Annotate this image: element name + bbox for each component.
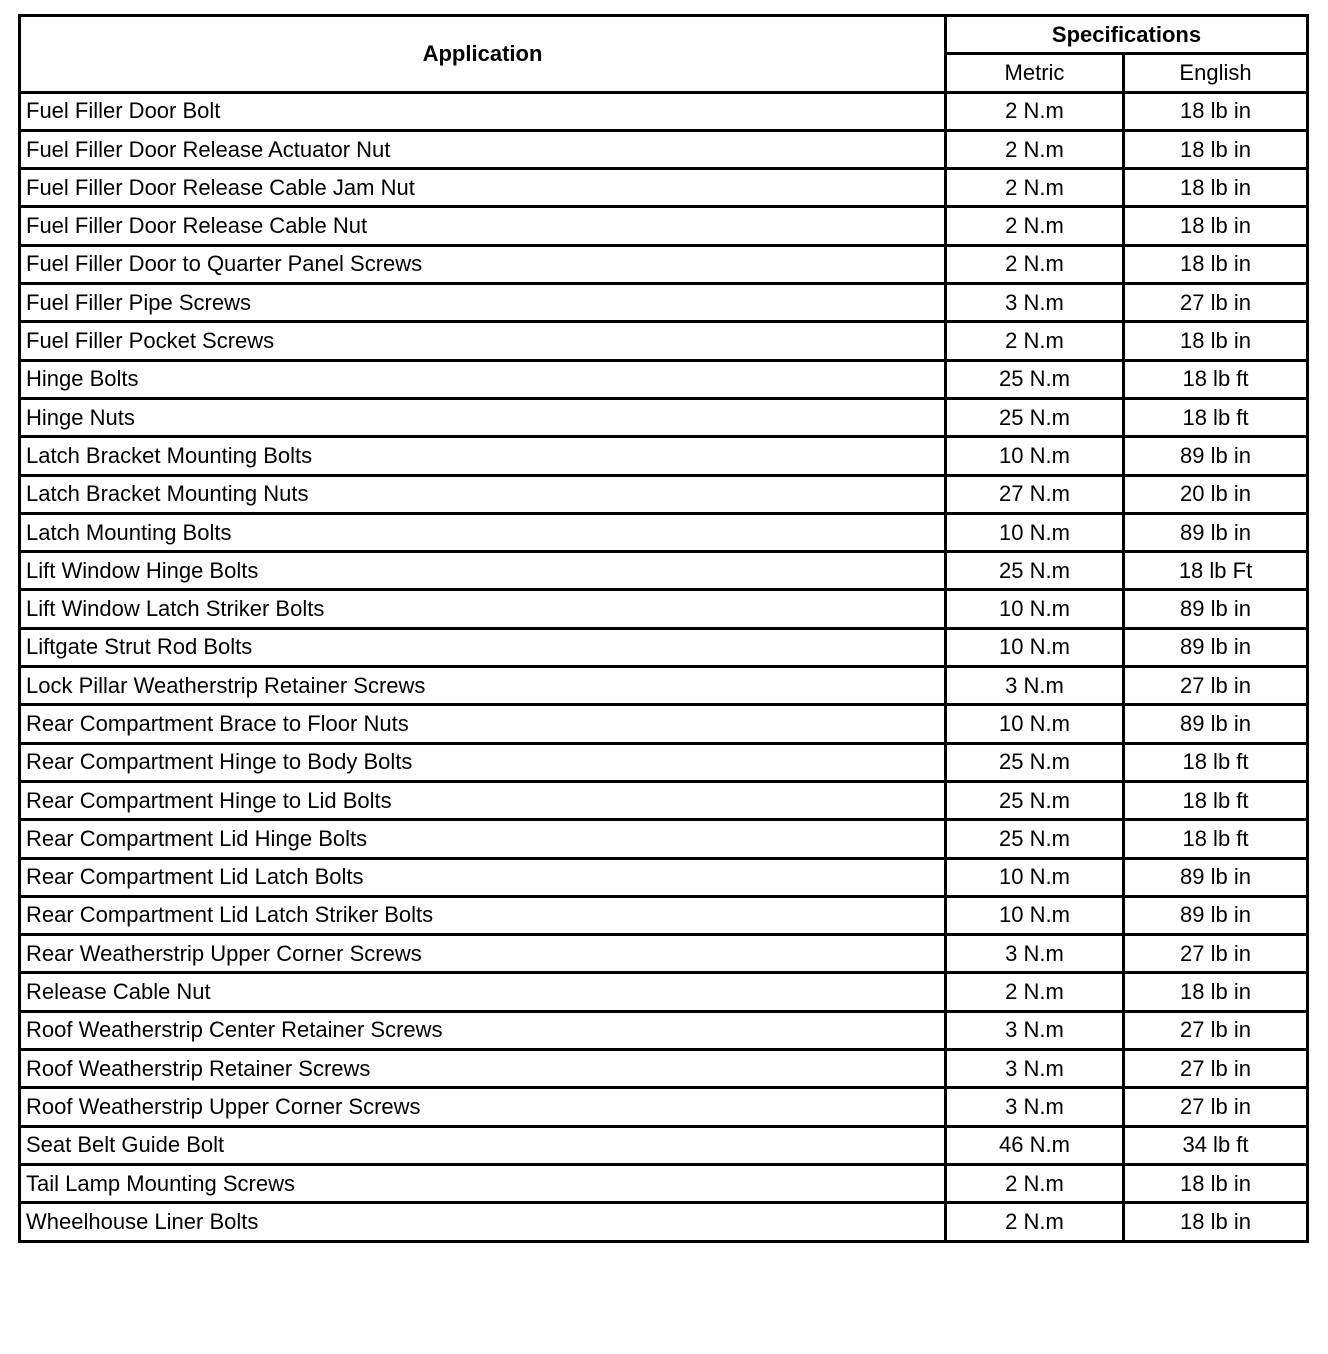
application-cell: Fuel Filler Door Release Cable Jam Nut [20, 169, 946, 207]
metric-cell: 2 N.m [946, 207, 1124, 245]
metric-cell: 10 N.m [946, 437, 1124, 475]
table-row [20, 820, 1308, 858]
english-cell: 89 lb in [1124, 628, 1308, 666]
application-cell: Latch Mounting Bolts [20, 513, 946, 551]
table-row [20, 398, 1308, 436]
english-cell: 18 lb in [1124, 322, 1308, 360]
english-cell: 27 lb in [1124, 1011, 1308, 1049]
application-cell: Lock Pillar Weatherstrip Retainer Screws [20, 667, 946, 705]
table-row [20, 743, 1308, 781]
table-row [20, 322, 1308, 360]
application-cell: Rear Compartment Brace to Floor Nuts [20, 705, 946, 743]
application-cell: Fuel Filler Pipe Screws [20, 284, 946, 322]
table-row [20, 858, 1308, 896]
english-cell: 18 lb in [1124, 207, 1308, 245]
english-cell: 18 lb in [1124, 130, 1308, 168]
application-cell: Liftgate Strut Rod Bolts [20, 628, 946, 666]
metric-cell: 2 N.m [946, 130, 1124, 168]
english-cell: 20 lb in [1124, 475, 1308, 513]
english-cell: 18 lb in [1124, 169, 1308, 207]
metric-cell: 10 N.m [946, 590, 1124, 628]
metric-cell: 2 N.m [946, 1164, 1124, 1202]
application-cell: Roof Weatherstrip Retainer Screws [20, 1050, 946, 1088]
application-cell: Hinge Nuts [20, 398, 946, 436]
application-cell: Fuel Filler Door Release Actuator Nut [20, 130, 946, 168]
english-cell: 34 lb ft [1124, 1126, 1308, 1164]
table-row [20, 781, 1308, 819]
table-row [20, 628, 1308, 666]
metric-cell: 3 N.m [946, 1011, 1124, 1049]
english-cell: 89 lb in [1124, 437, 1308, 475]
header-application: Application [20, 16, 946, 93]
metric-cell: 3 N.m [946, 935, 1124, 973]
english-cell: 27 lb in [1124, 284, 1308, 322]
english-cell: 18 lb in [1124, 245, 1308, 283]
table-row [20, 169, 1308, 207]
table-row [20, 935, 1308, 973]
metric-cell: 2 N.m [946, 245, 1124, 283]
metric-cell: 3 N.m [946, 1050, 1124, 1088]
english-cell: 18 lb in [1124, 1164, 1308, 1202]
metric-cell: 10 N.m [946, 513, 1124, 551]
english-cell: 89 lb in [1124, 858, 1308, 896]
english-cell: 27 lb in [1124, 1050, 1308, 1088]
application-cell: Roof Weatherstrip Upper Corner Screws [20, 1088, 946, 1126]
application-cell: Fuel Filler Door Bolt [20, 92, 946, 130]
english-cell: 89 lb in [1124, 590, 1308, 628]
header-specifications: Specifications [946, 16, 1308, 54]
table-row [20, 437, 1308, 475]
english-cell: 18 lb ft [1124, 781, 1308, 819]
table-row [20, 590, 1308, 628]
application-cell: Rear Compartment Lid Hinge Bolts [20, 820, 946, 858]
table-row [20, 705, 1308, 743]
application-cell: Rear Compartment Lid Latch Bolts [20, 858, 946, 896]
metric-cell: 2 N.m [946, 169, 1124, 207]
metric-cell: 25 N.m [946, 743, 1124, 781]
application-cell: Fuel Filler Door Release Cable Nut [20, 207, 946, 245]
english-cell: 18 lb Ft [1124, 552, 1308, 590]
metric-cell: 25 N.m [946, 552, 1124, 590]
table-row [20, 1203, 1308, 1241]
english-cell: 18 lb in [1124, 92, 1308, 130]
english-cell: 18 lb ft [1124, 398, 1308, 436]
metric-cell: 25 N.m [946, 781, 1124, 819]
table-row [20, 284, 1308, 322]
table-row [20, 513, 1308, 551]
table-row [20, 1126, 1308, 1164]
metric-cell: 25 N.m [946, 820, 1124, 858]
table-row [20, 667, 1308, 705]
metric-cell: 2 N.m [946, 1203, 1124, 1241]
table-row [20, 1011, 1308, 1049]
metric-cell: 46 N.m [946, 1126, 1124, 1164]
table-row [20, 973, 1308, 1011]
english-cell: 27 lb in [1124, 667, 1308, 705]
application-cell: Latch Bracket Mounting Bolts [20, 437, 946, 475]
application-cell: Hinge Bolts [20, 360, 946, 398]
table-row [20, 92, 1308, 130]
metric-cell: 3 N.m [946, 667, 1124, 705]
metric-cell: 10 N.m [946, 628, 1124, 666]
english-cell: 18 lb in [1124, 1203, 1308, 1241]
torque-spec-table [18, 14, 1309, 1243]
table-row [20, 475, 1308, 513]
table-row [20, 245, 1308, 283]
application-cell: Fuel Filler Pocket Screws [20, 322, 946, 360]
header-metric: Metric [946, 54, 1124, 92]
english-cell: 18 lb ft [1124, 820, 1308, 858]
metric-cell: 25 N.m [946, 398, 1124, 436]
application-cell: Fuel Filler Door to Quarter Panel Screws [20, 245, 946, 283]
table-row [20, 1050, 1308, 1088]
application-cell: Rear Weatherstrip Upper Corner Screws [20, 935, 946, 973]
application-cell: Roof Weatherstrip Center Retainer Screws [20, 1011, 946, 1049]
application-cell: Rear Compartment Hinge to Lid Bolts [20, 781, 946, 819]
application-cell: Release Cable Nut [20, 973, 946, 1011]
english-cell: 18 lb ft [1124, 360, 1308, 398]
english-cell: 18 lb ft [1124, 743, 1308, 781]
metric-cell: 3 N.m [946, 284, 1124, 322]
application-cell: Rear Compartment Lid Latch Striker Bolts [20, 896, 946, 934]
metric-cell: 2 N.m [946, 973, 1124, 1011]
table-row [20, 130, 1308, 168]
header-english: English [1124, 54, 1308, 92]
metric-cell: 2 N.m [946, 92, 1124, 130]
metric-cell: 10 N.m [946, 896, 1124, 934]
application-cell: Lift Window Latch Striker Bolts [20, 590, 946, 628]
table-row [20, 1164, 1308, 1202]
metric-cell: 3 N.m [946, 1088, 1124, 1126]
application-cell: Wheelhouse Liner Bolts [20, 1203, 946, 1241]
english-cell: 27 lb in [1124, 935, 1308, 973]
application-cell: Lift Window Hinge Bolts [20, 552, 946, 590]
metric-cell: 10 N.m [946, 858, 1124, 896]
metric-cell: 10 N.m [946, 705, 1124, 743]
metric-cell: 2 N.m [946, 322, 1124, 360]
table-row [20, 1088, 1308, 1126]
english-cell: 89 lb in [1124, 705, 1308, 743]
application-cell: Rear Compartment Hinge to Body Bolts [20, 743, 946, 781]
table-row [20, 552, 1308, 590]
english-cell: 89 lb in [1124, 513, 1308, 551]
english-cell: 18 lb in [1124, 973, 1308, 1011]
application-cell: Seat Belt Guide Bolt [20, 1126, 946, 1164]
metric-cell: 27 N.m [946, 475, 1124, 513]
application-cell: Tail Lamp Mounting Screws [20, 1164, 946, 1202]
table-row [20, 207, 1308, 245]
english-cell: 27 lb in [1124, 1088, 1308, 1126]
english-cell: 89 lb in [1124, 896, 1308, 934]
table-row [20, 896, 1308, 934]
table-row [20, 360, 1308, 398]
metric-cell: 25 N.m [946, 360, 1124, 398]
application-cell: Latch Bracket Mounting Nuts [20, 475, 946, 513]
